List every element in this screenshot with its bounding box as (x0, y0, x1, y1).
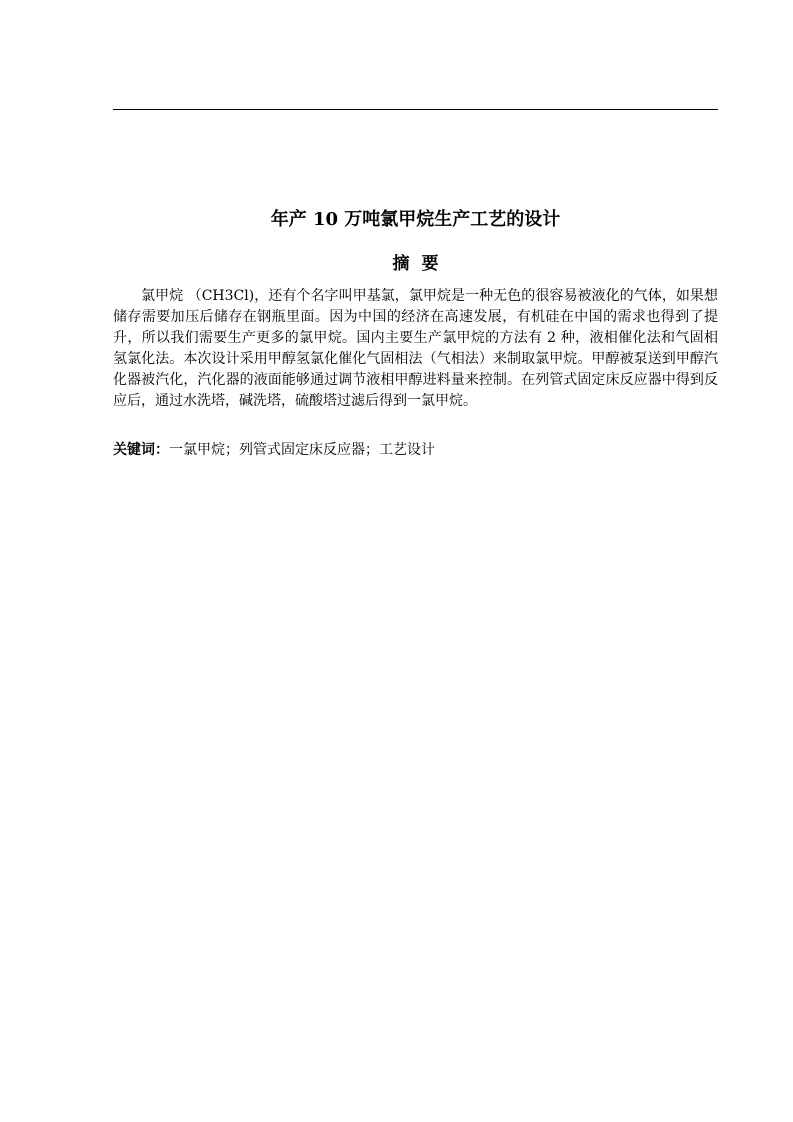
keywords-text: 一氯甲烷；列管式固定床反应器；工艺设计 (169, 442, 435, 458)
abstract-heading: 摘要 (392, 254, 451, 274)
document-title: 年产 10 万吨氯甲烷生产工艺的设计 (270, 209, 561, 230)
keywords-line (113, 440, 718, 461)
abstract-paragraph: 氯甲烷 （CH3Cl)，还有个名字叫甲基氯，氯甲烷是一种无色的很容易被液化的气体，如果想储存需要加压后储存在钢瓶里面。因为中国的经济在高速发展，有机硅在中国的需求也得到了提升，所以我们需要生产更多的氯甲烷。国内主要生产氯甲烷的方法有 2 种，液相催化法和气固相氢氯化法。本次设计采用甲醇氢氯化催化气固相法（气相法）来制取氯甲烷。甲醇被泵送到甲醇汽化器被汽化，汽化器的液面能够通过调节液相甲醇进料量来控制。在列管式固定床反应器中得到反应后，通过水洗塔，碱洗塔，硫酸塔过滤后得到一氯甲烷。 (113, 288, 718, 409)
header-rule (113, 109, 718, 110)
keywords-label: 关键词： (113, 442, 169, 458)
